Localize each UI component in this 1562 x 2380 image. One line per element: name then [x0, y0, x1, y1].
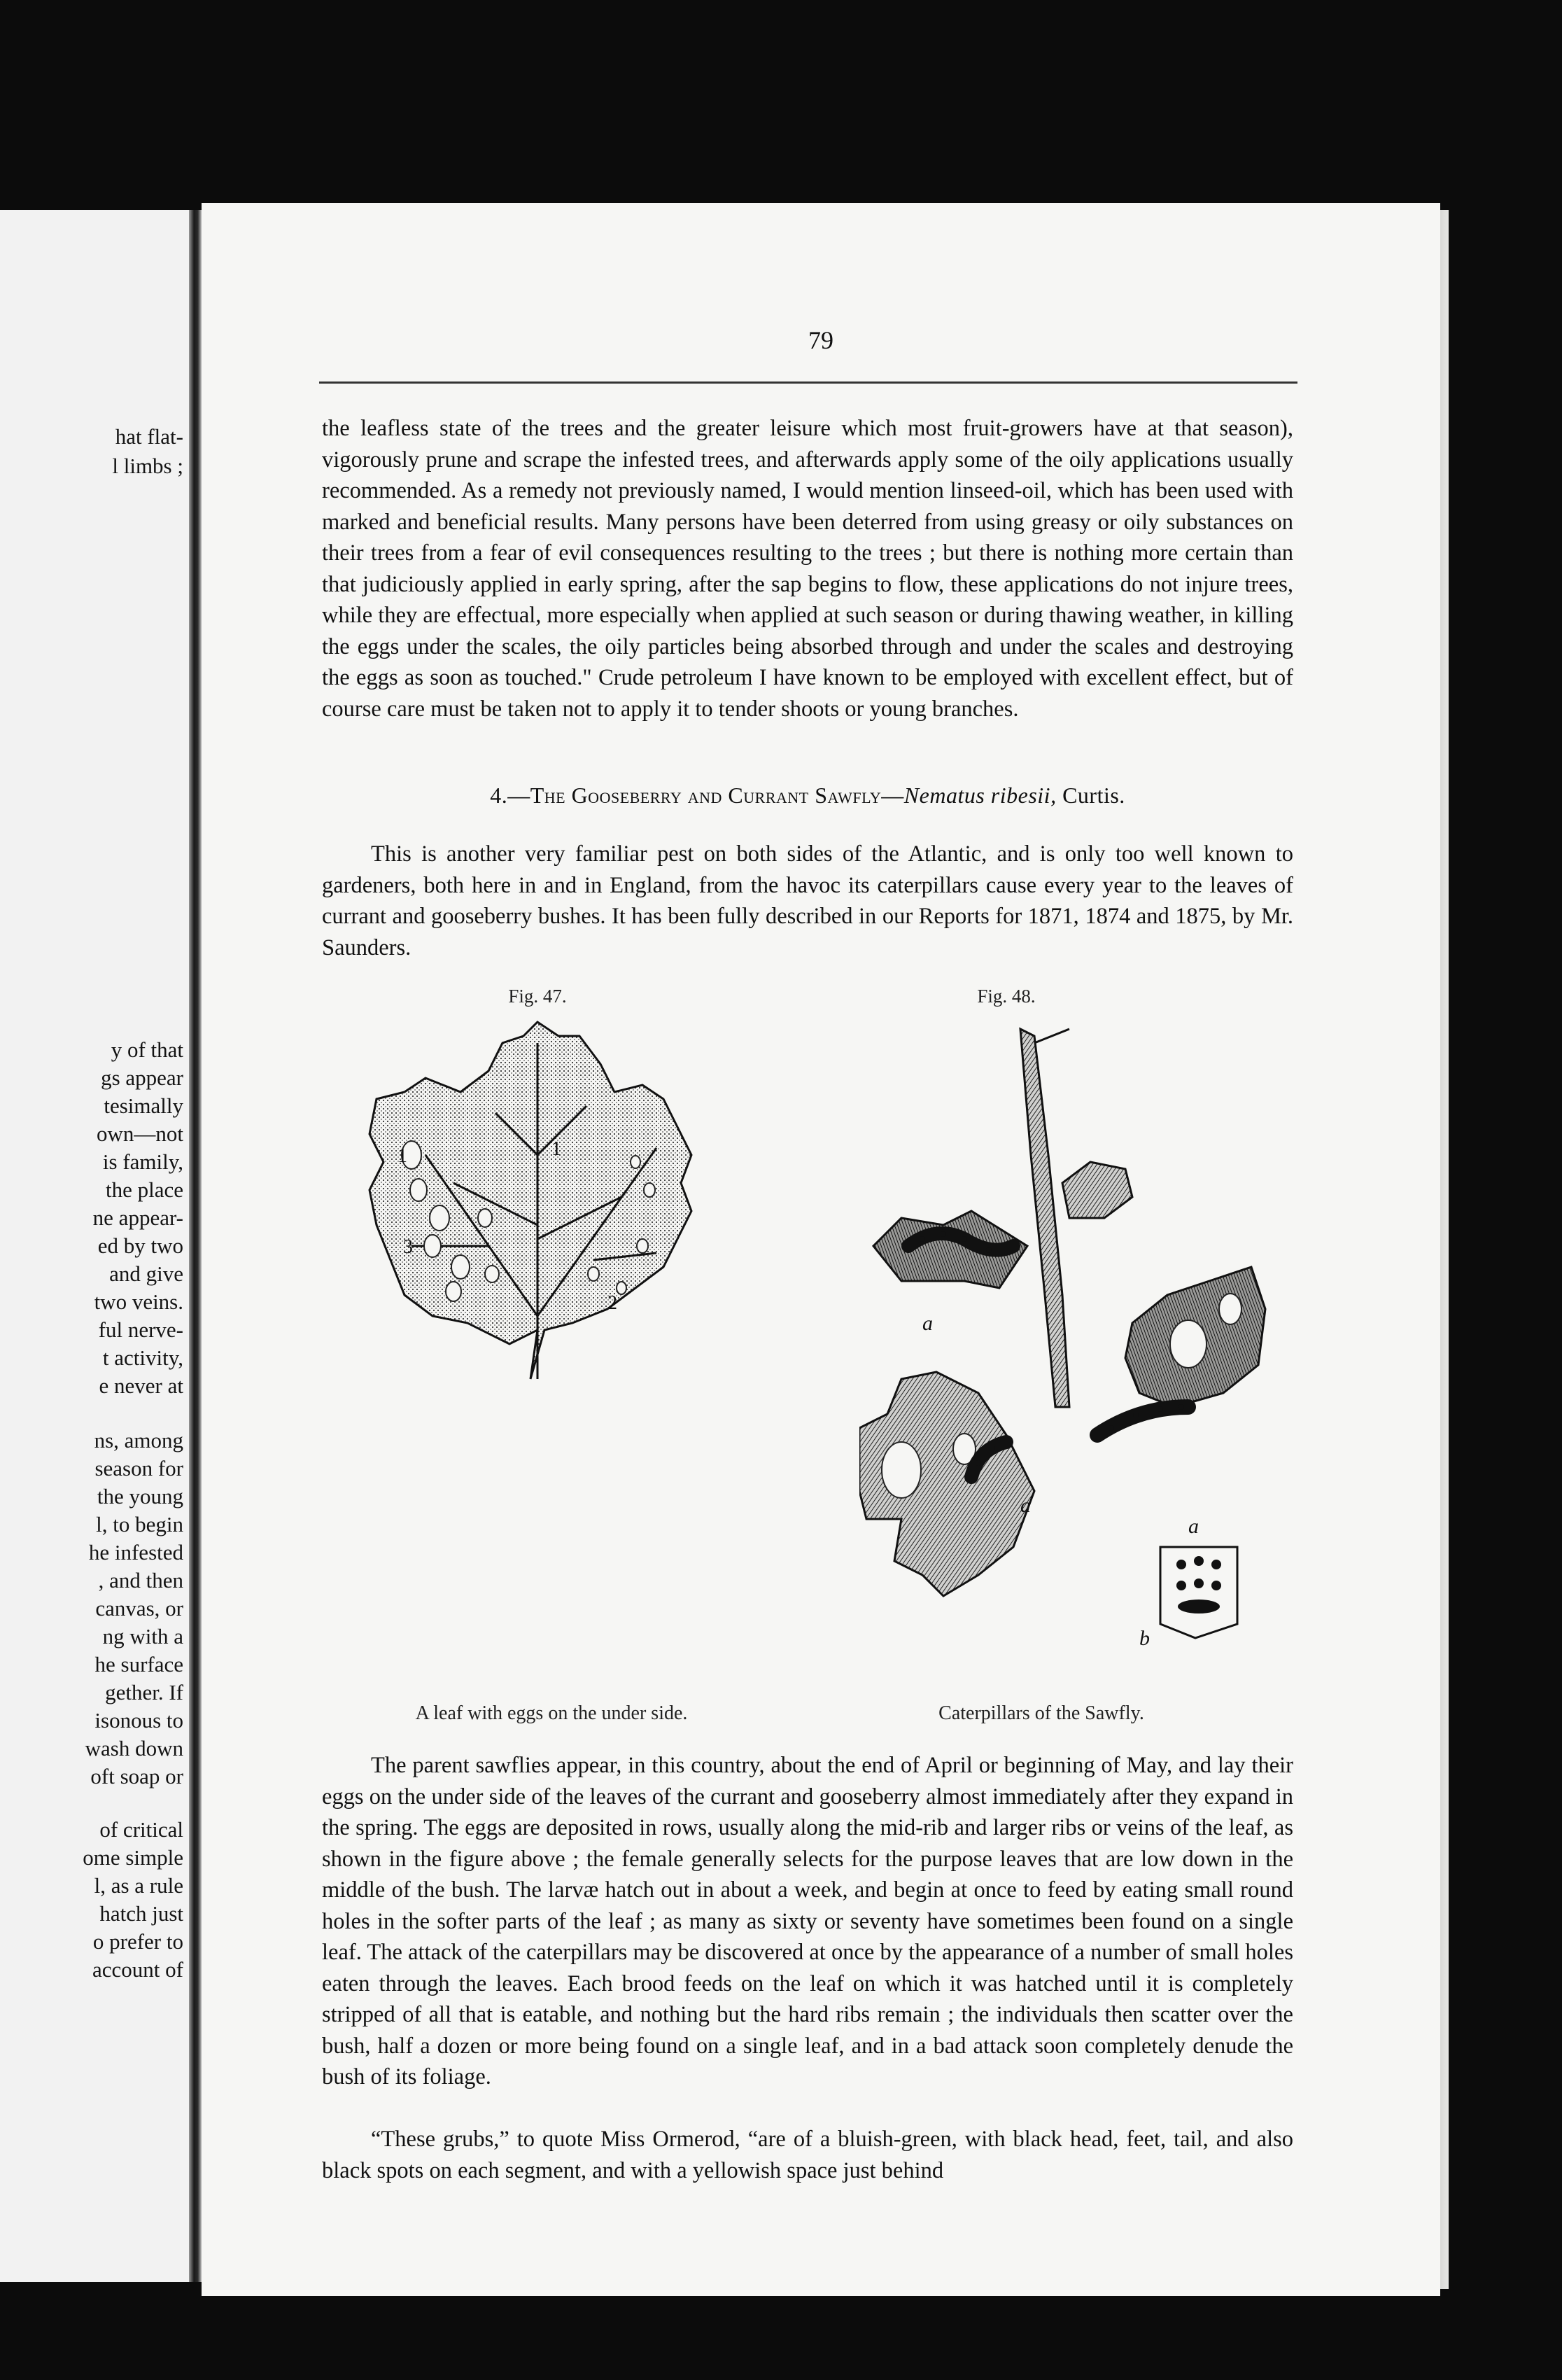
figure-48-annotation: a — [1188, 1515, 1199, 1538]
left-page-line: l, as a rule — [94, 1873, 183, 1898]
paragraph-continued: the leafless state of the trees and the greater leisure which most fruit-growers have at that season), vigorously prune and scrape the infested trees, and afterwards apply some of the oily applications usually recommended. As a remedy not previously named, I would mention linseed-oil, which has been used with marked and beneficial results. Many persons have been deterred from using greasy or oily substances on their trees from a fear of evil consequences resulting to the trees ; but there is nothing more certain than that judiciously applied in early spring, after the sap begins to flow, these applications do not injure trees, while they are effectual, more especially when applied at such season or during thawing weather, in killing the eggs under the scales, the oily particles being absorbed through and under the scales and destroying the eggs as soon as touched." Crude petroleum I have known to be employed with excellent effect, but of course care must be taken not to apply it to tender shoots or young branches. — [322, 416, 1293, 722]
species-author: Curtis. — [1056, 783, 1125, 808]
left-page-line: is family, — [102, 1149, 183, 1174]
left-page-line: wash down — [85, 1736, 183, 1760]
left-page-line: gether. If — [105, 1680, 183, 1704]
left-page-line: canvas, or — [95, 1596, 183, 1620]
left-page-line: t activity, — [102, 1345, 183, 1370]
figure-47-annotation: 1 — [397, 1145, 407, 1167]
left-page-line: own—not — [97, 1121, 183, 1146]
left-page-line: ng with a — [102, 1624, 183, 1648]
section-heading — [322, 783, 1293, 808]
left-page-line: tesimally — [104, 1093, 183, 1118]
page-number: 79 — [808, 326, 833, 354]
left-page-line: y of that — [111, 1037, 183, 1062]
figure-47-label: Fig. 47. — [508, 986, 567, 1007]
left-page-line: two veins. — [94, 1289, 183, 1314]
left-page-line: ns, among — [94, 1428, 183, 1452]
paragraph-intro: This is another very familiar pest on both sides of the Atlantic, and is only too well known to gardeners, both here in and in England, from the havoc its caterpillars cause every year to the leaves of currant and gooseberry bushes. It has been fully described in our Reports for 1871, 1874 and 1875, by Mr. Saunders. — [322, 841, 1293, 960]
left-page-line: of critical — [99, 1817, 183, 1842]
figure-48-annotation: b — [1139, 1627, 1150, 1650]
left-page-line: ed by two — [97, 1233, 183, 1258]
figure-48-annotation: a — [1020, 1494, 1031, 1517]
figure-47-annotation: 2 — [607, 1292, 617, 1314]
figure-48-label: Fig. 48. — [977, 986, 1036, 1007]
left-page-line: ome simple — [83, 1845, 183, 1870]
left-page-line: hat flat- — [115, 424, 183, 449]
figure-48-annotation: a — [922, 1312, 933, 1335]
left-page-line: and give — [109, 1261, 183, 1286]
left-page-line: the place — [105, 1177, 183, 1202]
figure-47-caption: A leaf with eggs on the under side. — [415, 1702, 688, 1724]
left-page-line: o prefer to — [92, 1929, 183, 1954]
paragraph-quote: “These grubs,” to quote Miss Ormerod, “are of a bluish-green, with black head, feet, tail, and also black spots on each segment, and with a yellowish space just behind — [322, 2127, 1293, 2183]
left-page-line: he surface — [94, 1652, 183, 1676]
left-page-line: , and then — [98, 1568, 183, 1592]
right-page — [202, 203, 1440, 2296]
left-page-fragment — [0, 210, 189, 2282]
section-title: The Gooseberry and Currant Sawfly— — [530, 783, 904, 808]
book-gutter — [189, 210, 202, 2282]
left-page-line: gs appear — [101, 1065, 183, 1090]
left-page-line: season for — [94, 1456, 183, 1480]
header-rule — [319, 382, 1297, 385]
left-page-line: ne appear- — [92, 1205, 183, 1230]
leaf-illustration — [328, 1015, 747, 1407]
figure-47-annotation: 1 — [551, 1138, 561, 1160]
species-name: Nematus ribesii, — [903, 783, 1057, 808]
left-page-line: e never at — [99, 1373, 183, 1398]
left-page-line: the young — [97, 1484, 183, 1508]
section-number: 4.— — [490, 783, 530, 808]
left-page-line: he infested — [88, 1540, 183, 1564]
paragraph-body: The parent sawflies appear, in this country, about the end of April or beginning of May, and lay their eggs on the under side of the leaves of the currant and gooseberry almost immediately after they expand in the spring. The eggs are deposited in rows, usually along the mid-rib and larger ribs or veins of the leaf, as shown in the figure above ; the female generally selects for the purpose leaves that are low down in the middle of the bush. The larvæ hatch out in about a week, and begin at once to feed by eating small round holes in the softer parts of the leaf ; as many as sixty or seventy have sometimes been found on a single leaf. The attack of the caterpillars may be discovered at once by the appearance of a number of small holes eaten through the leaves. Each brood feeds on the leaf on which it was hatched until it is completely stripped of all that is eatable, and nothing but the hard ribs remain ; the individuals then scatter over the bush, half a dozen or more being found on a single leaf, and in a bad attack soon completely denude the bush of its foliage. — [322, 1753, 1293, 2090]
left-page-line: account of — [92, 1957, 183, 1982]
left-page-line: oft soap or — [90, 1764, 183, 1788]
left-page-line: hatch just — [99, 1901, 183, 1926]
left-page-line: ful nerve- — [98, 1317, 183, 1342]
caterpillar-illustration — [859, 1015, 1279, 1659]
left-page-line: isonous to — [94, 1708, 183, 1732]
figure-47-annotation: 3 — [403, 1236, 413, 1258]
left-page-line: l, to begin — [96, 1512, 183, 1536]
figure-48-caption: Caterpillars of the Sawfly. — [938, 1702, 1144, 1724]
left-page-line: l limbs ; — [112, 454, 183, 478]
